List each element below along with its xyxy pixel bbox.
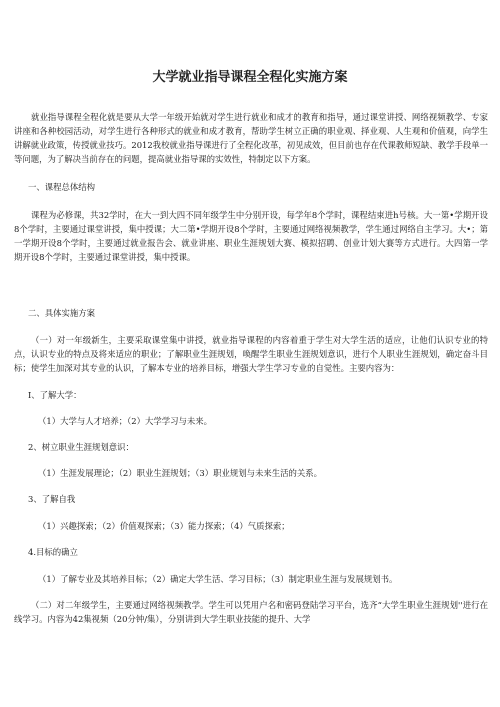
section-heading-structure: 一、课程总体结构 bbox=[28, 182, 95, 192]
item-title-2: 2、树立职业生涯规划意识： bbox=[28, 442, 134, 452]
item-content-3: （1）兴趣探索；（2）价值观探索；（3）能力探索；（4）气质探索； bbox=[38, 521, 290, 531]
item-content-4: （1）了解专业及其培养目标；（2）确定大学生活、学习目标；（3）制定职业生涯与发展规划书。 bbox=[38, 574, 398, 584]
freshman-paragraph: （一）对一年级新生，主要采取课堂集中讲授，就业指导课程的内容着重于学生对大学生活的适应，让他们认识专业的特点，认识专业的特点及将来适应的职业；了解职业生涯规划，唤醒学生职业生涯规划意识，进行个人职业生涯规划，确定奋斗目标；使学生加深对其专业的认识，了解本专业的培养目标，增强大学生学习专业的自觉性。主要内容为： bbox=[14, 335, 488, 373]
item-title-3: 3、了解自我 bbox=[28, 494, 76, 504]
intro-paragraph: 就业指导课程全程化就是要从大学一年级开始就对学生进行就业和成才的教育和指导，通过课堂讲授、网络视频教学、专家讲座和各种校园活动，对学生进行各种形式的就业和成才教育，帮助学生树立正确的职业观、择业观、人生观和价值观，向学生讲解就业政策，传授就业技巧。2012我校就业指导课进行了全程化改革，初见成效，但目前也存在代课教师短缺、教学手段单一等问题，为了解决当前存在的问题，提高就业指导课的实效性，特制定以下方案。 bbox=[14, 112, 488, 164]
item-title-1: I、了解大学： bbox=[28, 390, 82, 400]
item-title-4: 4.目标的确立 bbox=[28, 547, 78, 557]
item-content-1: （1）大学与人才培养；（2）大学学习与未来。 bbox=[38, 416, 212, 426]
section-heading-implementation: 二、具体实施方案 bbox=[28, 308, 95, 318]
structure-paragraph: 课程为必修课，共32学时，在大一到大四不同年级学生中分别开设，每学年8个学时，课程结束进h号核。大一第•学期开设8个学时，主要通过课堂讲授，集中授课；大二第•学期开设8个学时，主要通过网络视频教学，学生通过网络自主学习。大•；第一学期开设8个学时，主要通过就业报告会、就业讲座、职业生涯规划大赛、模拟招聘、创业计划大赛等方式进行。大四第一学期开设8个学时，主要通过课堂讲授，集中授课。 bbox=[14, 210, 488, 262]
document-title: 大学就业指导课程全程化实施方案 bbox=[152, 70, 348, 85]
sophomore-paragraph: （二）对二年级学生，主要通过网络视频教学。学生可以凭用户名和密码登陆学习平台，选齐“大学生职业生涯规划''进行在线学习。内容为42集视频（20分钟/集），分别讲到大学生职业技能的提升、大学 bbox=[14, 600, 488, 624]
item-content-2: （1）生涯发展理论；（2）职业生涯规划；（3）职业规划与未来生活的关系。 bbox=[38, 468, 322, 478]
